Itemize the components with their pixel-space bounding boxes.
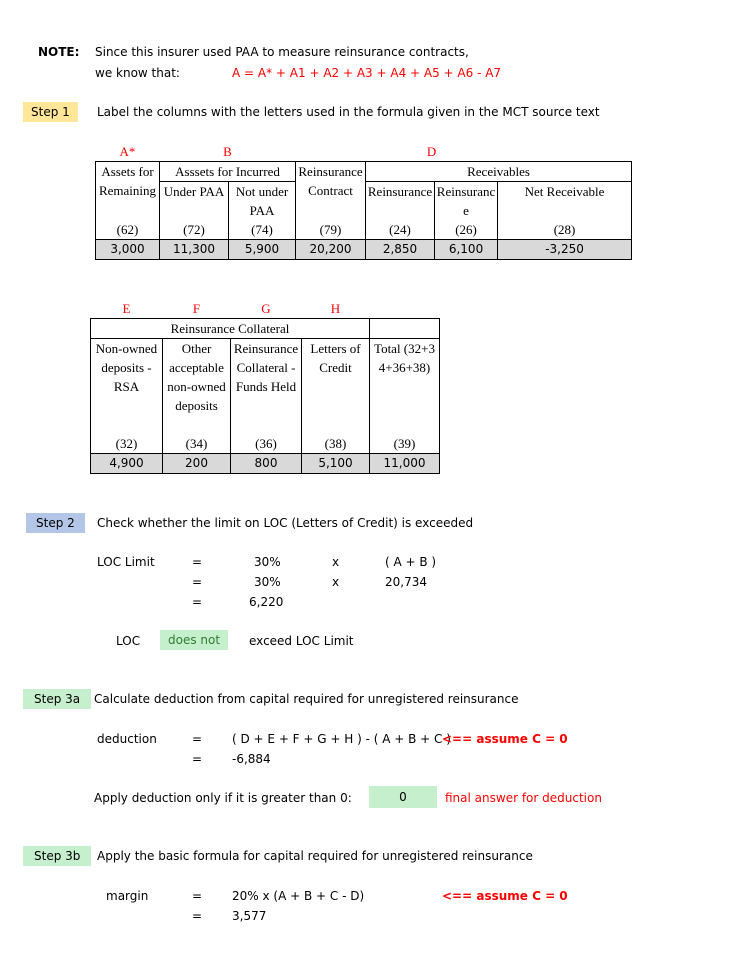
code-24: (24) (366, 220, 435, 240)
col-letter-a-star: A* (119, 144, 136, 159)
loc-expr-2: 20,734 (385, 575, 427, 589)
loc-limit-result: 6,220 (249, 595, 284, 609)
code-62: (62) (96, 220, 160, 240)
equals-4: = (192, 732, 203, 746)
code-32: (32) (91, 434, 163, 454)
deduction-assume-note: <== assume C = 0 (442, 732, 568, 746)
table-reinsurance-collateral (90, 299, 440, 474)
header-reinsurance-collateral: Reinsurance Collateral (91, 319, 370, 339)
header-assets-incurred: Asssets for Incurred (160, 162, 296, 182)
deduction-formula: ( D + E + F + G + H ) - ( A + B + C ) (232, 732, 451, 746)
header-assets-remaining: Assets for Remaining (96, 162, 160, 221)
equals-6: = (192, 889, 203, 903)
header-reinsurance-26: Reinsurance (435, 182, 498, 221)
final-deduction-value: 0 (369, 786, 437, 808)
col-letter-h: H (330, 301, 341, 316)
deduction-label: deduction (97, 732, 157, 746)
header-other-acceptable: Other acceptable non-owned deposits (163, 339, 231, 435)
value-36: 800 (231, 454, 302, 474)
margin-result: 3,577 (232, 909, 267, 923)
code-28: (28) (498, 220, 632, 240)
exceed-text: exceed LOC Limit (249, 634, 354, 648)
col-letter-g: G (261, 301, 271, 316)
equals-3: = (192, 595, 203, 609)
code-26: (26) (435, 220, 498, 240)
final-deduction-label: final answer for deduction (445, 791, 602, 805)
equals-1: = (192, 555, 203, 569)
times-2: x (332, 575, 340, 589)
loc-label: LOC (116, 634, 141, 648)
col-letter-f: F (192, 301, 201, 316)
margin-formula: 20% x (A + B + C - D) (232, 889, 365, 903)
header-reinsurance-24: Reinsurance (366, 182, 435, 221)
value-72: 11,300 (160, 240, 229, 260)
table-receivables-assets (95, 142, 632, 260)
value-79: 20,200 (296, 240, 366, 260)
loc-limit-label: LOC Limit (97, 555, 155, 569)
step3b-text: Apply the basic formula for capital required for unregistered reinsurance (97, 849, 533, 863)
code-72: (72) (160, 220, 229, 240)
loc-expr-1: ( A + B ) (385, 555, 437, 569)
loc-pct-2: 30% (254, 575, 281, 589)
deduction-result: -6,884 (232, 752, 271, 766)
value-62: 3,000 (96, 240, 160, 260)
value-28: -3,250 (498, 240, 632, 260)
value-34: 200 (163, 454, 231, 474)
code-79: (79) (296, 220, 366, 240)
step3a-text: Calculate deduction from capital required for unregistered reinsurance (94, 692, 519, 706)
note-line-1: Since this insurer used PAA to measure reinsurance contracts, (95, 45, 469, 59)
value-39: 11,000 (370, 454, 440, 474)
code-34: (34) (163, 434, 231, 454)
value-74: 5,900 (229, 240, 296, 260)
value-24: 2,850 (366, 240, 435, 260)
header-collateral-funds-held: Reinsurance Collateral - Funds Held (231, 339, 302, 435)
col-letter-d: D (426, 144, 437, 159)
equals-5: = (192, 752, 203, 766)
col-letter-b: B (223, 144, 232, 159)
code-74: (74) (229, 220, 296, 240)
margin-assume-note: <== assume C = 0 (442, 889, 568, 903)
margin-label: margin (106, 889, 149, 903)
col-letter-e: E (122, 301, 131, 316)
step2-text: Check whether the limit on LOC (Letters of Credit) is exceeded (97, 516, 474, 530)
code-38: (38) (302, 434, 370, 454)
step1-text: Label the columns with the letters used in the formula given in the MCT source text (97, 105, 600, 119)
step3b-badge: Step 3b (23, 846, 91, 866)
does-not-badge: does not (160, 630, 228, 650)
header-reinsurance-contract: Reinsurance Contract (296, 162, 366, 221)
header-total: Total (32+34+36+38) (370, 339, 440, 435)
header-non-owned-deposits: Non-owned deposits - RSA (91, 339, 163, 435)
header-not-under-paa: Not under PAA (229, 182, 296, 221)
apply-deduction-text: Apply deduction only if it is greater than 0: (94, 791, 352, 805)
header-net-receivable: Net Receivable (498, 182, 632, 221)
step1-badge: Step 1 (23, 102, 78, 122)
note-line-2: we know that: (95, 66, 180, 80)
code-39: (39) (370, 434, 440, 454)
note-label: NOTE: (38, 45, 80, 59)
equals-7: = (192, 909, 203, 923)
equals-2: = (192, 575, 203, 589)
loc-pct-1: 30% (254, 555, 281, 569)
value-26: 6,100 (435, 240, 498, 260)
code-36: (36) (231, 434, 302, 454)
times-1: x (332, 555, 340, 569)
step3a-badge: Step 3a (23, 689, 91, 709)
note-formula: A = A* + A1 + A2 + A3 + A4 + A5 + A6 - A7 (232, 66, 502, 80)
header-receivables: Receivables (366, 162, 632, 182)
step2-badge: Step 2 (26, 513, 85, 533)
value-38: 5,100 (302, 454, 370, 474)
header-under-paa: Under PAA (160, 182, 229, 221)
value-32: 4,900 (91, 454, 163, 474)
header-letters-of-credit: Letters of Credit (302, 339, 370, 435)
